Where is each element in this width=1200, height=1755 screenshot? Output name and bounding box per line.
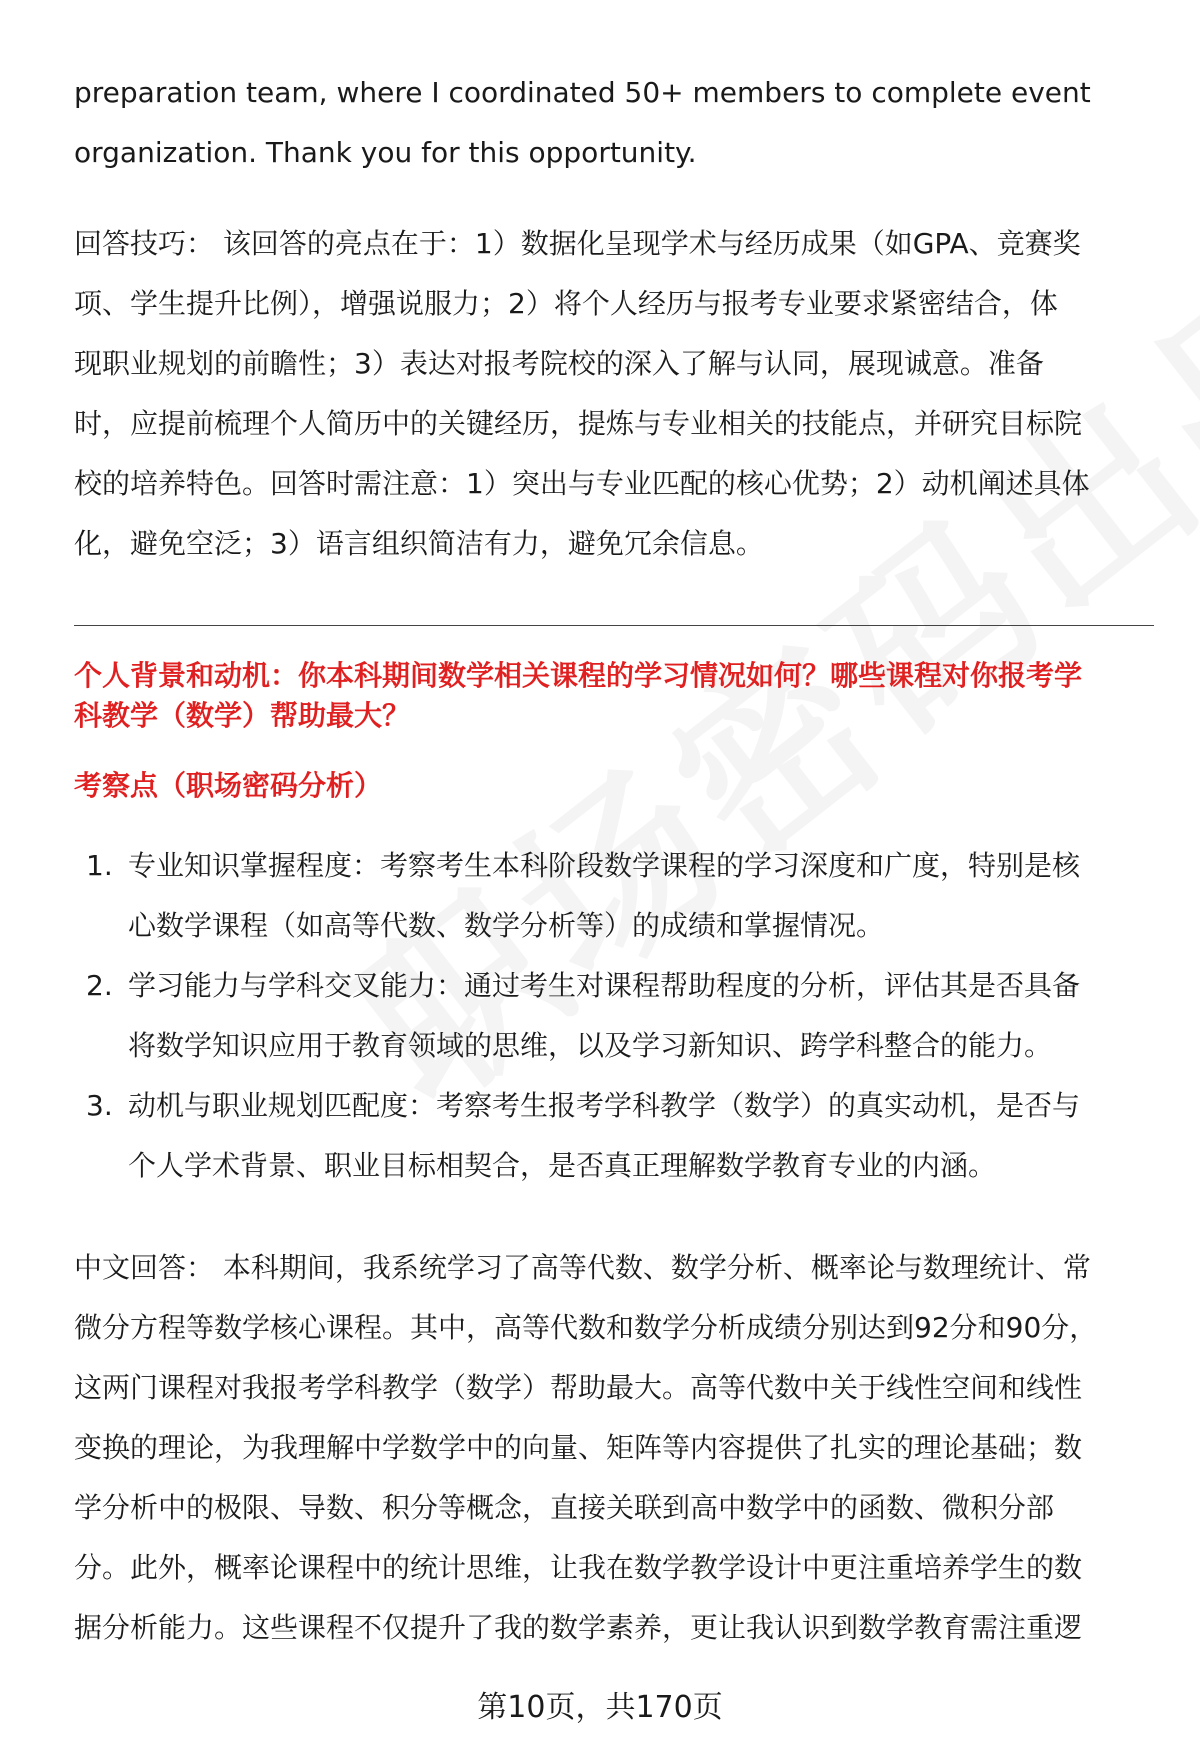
text-line: 学分析中的极限、导数、积分等概念，直接关联到高中数学中的函数、微积分部	[74, 1491, 1055, 1524]
page-number: 第10页，共170页	[477, 1690, 723, 1725]
text-line: 变换的理论，为我理解中学数学中的向量、矩阵等内容提供了扎实的理论基础；数	[74, 1431, 1083, 1464]
list-item	[74, 836, 1154, 956]
text-line: 微分方程等数学核心课程。其中，高等代数和数学分析成绩分别达到92分和90分，	[74, 1311, 1098, 1344]
list-item	[74, 956, 1154, 1076]
section-divider	[74, 625, 1154, 626]
text-line: 将数学知识应用于教育领域的思维，以及学习新知识、跨学科整合的能力。	[128, 1029, 1053, 1062]
text-line: 学习能力与学科交叉能力：通过考生对课程帮助程度的分析，评估其是否具备	[128, 969, 1081, 1002]
question-heading	[74, 656, 1154, 736]
text-line: organization. Thank you for this opportunity.	[74, 136, 697, 169]
text-line: preparation team, where I coordinated 50+ members to complete event	[74, 76, 1091, 109]
list-number: 2.	[86, 969, 113, 1002]
text-line: 专业知识掌握程度：考察考生本科阶段数学课程的学习深度和广度，特别是核	[128, 849, 1081, 882]
text-line: 个人学术背景、职业目标相契合，是否真正理解数学教育专业的内涵。	[128, 1149, 997, 1182]
text-line: 现职业规划的前瞻性；3）表达对报考院校的深入了解与认同，展现诚意。准备	[74, 347, 1044, 380]
text-line: 这两门课程对我报考学科教学（数学）帮助最大。高等代数中关于线性空间和线性	[74, 1371, 1083, 1404]
list-number: 1.	[86, 849, 113, 882]
list-number: 3.	[86, 1089, 113, 1122]
analysis-list	[74, 836, 1154, 1196]
text-line: 回答技巧： 该回答的亮点在于：1）数据化呈现学术与经历成果（如GPA、竞赛奖	[74, 227, 1081, 260]
text-line: 化，避免空泛；3）语言组织简洁有力，避免冗余信息。	[74, 527, 764, 560]
chinese-answer-paragraph	[74, 1238, 1154, 1658]
answer-tips-paragraph	[74, 214, 1154, 574]
text-line: 据分析能力。这些课程不仅提升了我的数学素养，更让我认识到数学教育需注重逻	[74, 1611, 1083, 1644]
question-line: 个人背景和动机：你本科期间数学相关课程的学习情况如何？哪些课程对你报考学	[74, 659, 1083, 692]
list-item	[74, 1076, 1154, 1196]
text-line: 项、学生提升比例），增强说服力；2）将个人经历与报考专业要求紧密结合，体	[74, 287, 1058, 320]
question-line: 科教学（数学）帮助最大？	[74, 699, 411, 732]
text-line: 心数学课程（如高等代数、数学分析等）的成绩和掌握情况。	[128, 909, 885, 942]
analysis-heading: 考察点（职场密码分析）	[74, 769, 383, 802]
text-line: 时，应提前梳理个人简历中的关键经历，提炼与专业相关的技能点，并研究目标院	[74, 407, 1083, 440]
text-line: 分。此外，概率论课程中的统计思维，让我在数学教学设计中更注重培养学生的数	[74, 1551, 1083, 1584]
text-line: 校的培养特色。回答时需注意：1）突出与专业匹配的核心优势；2）动机阐述具体	[74, 467, 1090, 500]
text-line: 动机与职业规划匹配度：考察考生报考学科教学（数学）的真实动机，是否与	[128, 1089, 1081, 1122]
english-answer-continuation	[74, 63, 1154, 183]
text-line: 中文回答： 本科期间，我系统学习了高等代数、数学分析、概率论与数理统计、常	[74, 1251, 1091, 1284]
